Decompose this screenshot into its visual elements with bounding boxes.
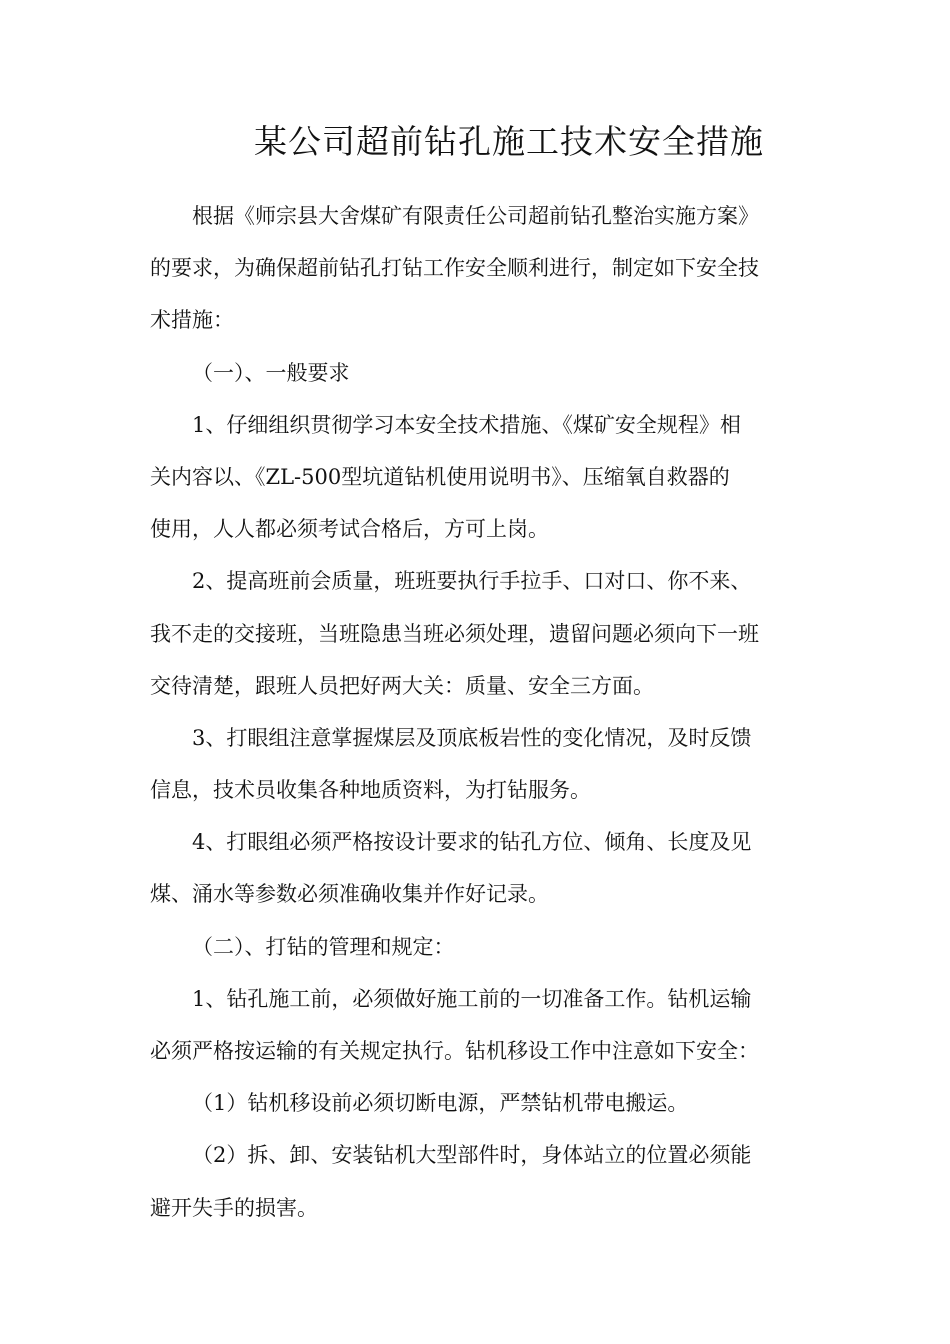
section-heading: （二）、打钻的管理和规定： [192,934,455,959]
paragraph-line: 术措施： [150,308,234,333]
paragraph-line: 3、打眼组注意掌握煤层及顶底板岩性的变化情况，及时反馈 [192,725,752,750]
paragraph-line: 的要求，为确保超前钻孔打钻工作安全顺利进行，制定如下安全技 [150,256,759,281]
paragraph-line: 2、提高班前会质量，班班要执行手拉手、口对口、你不来、 [192,569,752,594]
paragraph-line: 我不走的交接班，当班隐患当班必须处理，遗留问题必须向下一班 [150,621,759,646]
paragraph-line: （1）钻机移设前必须切断电源，严禁钻机带电搬运。 [192,1091,689,1116]
document-title: 某公司超前钻孔施工技术安全措施 [254,122,764,161]
paragraph-line: 信息，技术员收集各种地质资料，为打钻服务。 [150,778,591,803]
paragraph-line: 4、打眼组必须严格按设计要求的钻孔方位、倾角、长度及见 [192,830,752,855]
paragraph-line: （2）拆、卸、安装钻机大型部件时，身体站立的位置必须能 [192,1143,752,1168]
paragraph-line: 必须严格按运输的有关规定执行。钻机移设工作中注意如下安全： [150,1039,759,1063]
paragraph-line: 根据《师宗县大舍煤矿有限责任公司超前钻孔整治实施方案》 [192,204,759,228]
paragraph-line: 煤、涌水等参数必须准确收集并作好记录。 [150,882,549,907]
paragraph-line: 交待清楚，跟班人员把好两大关：质量、安全三方面。 [150,673,654,698]
paragraph-line: 使用，人人都必须考试合格后，方可上岗。 [150,517,549,542]
paragraph-line: 避开失手的损害。 [150,1195,318,1220]
paragraph-line: 1、钻孔施工前，必须做好施工前的一切准备工作。钻机运输 [192,986,752,1011]
paragraph-line: 关内容以、《ZL-500型坑道钻机使用说明书》、压缩氧自救器的 [150,464,730,489]
document-body [150,190,802,1234]
paragraph-line: 1、仔细组织贯彻学习本安全技术措施、《煤矿安全规程》相 [192,412,741,437]
section-heading: （一）、一般要求 [192,360,350,385]
